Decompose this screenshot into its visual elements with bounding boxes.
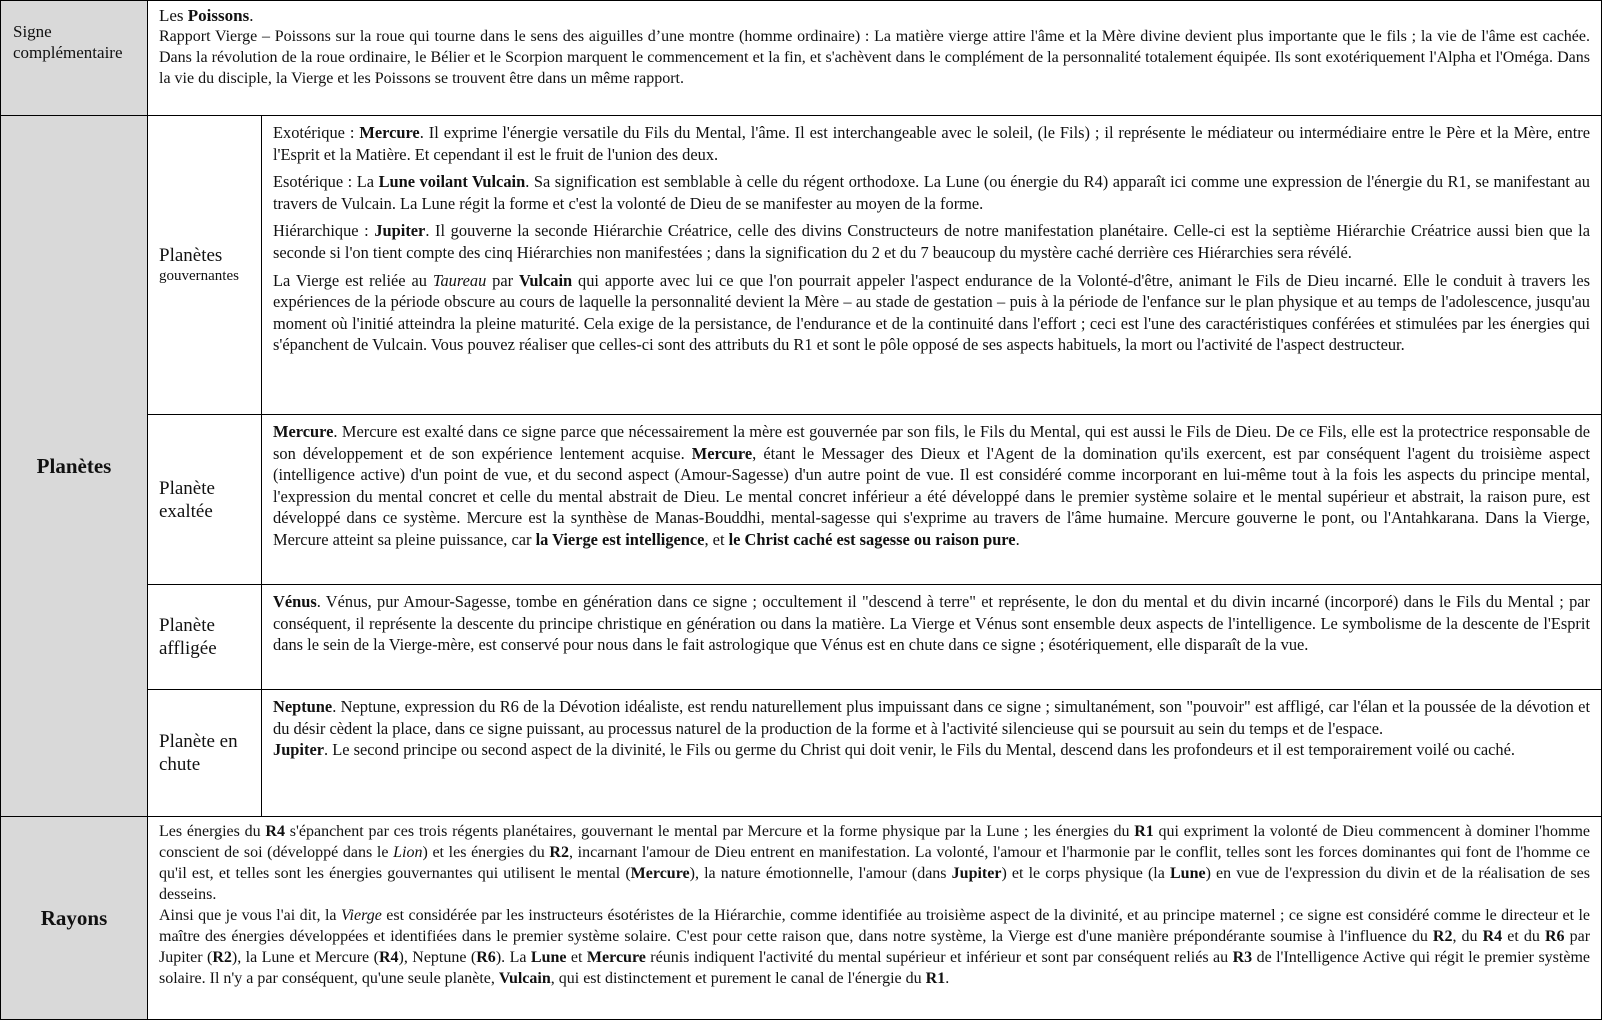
rayons-p2-run: .	[945, 970, 950, 987]
row-planete-exaltee	[1, 415, 1602, 585]
rayons-p1-run: R4	[265, 823, 285, 840]
rayons-p1-run: Jupiter	[951, 865, 1002, 882]
label-planete-exaltee: Planète exaltée	[148, 415, 262, 585]
rayons-p1-run: s'épanchent par ces trois régents planétaires, gouvernant le mental par Mercure et la forme physique par la Lune ; les énergies du	[284, 823, 1135, 840]
label-planetes: Planètes	[1, 116, 148, 817]
rayons-p2-run: Lune	[530, 949, 567, 966]
rayons-p2-run: réunis indiquent l'activité du mental supérieur et inférieur et sont par conséquent reliés au	[645, 949, 1233, 966]
rayons-p2-run: , qui est distinctement et purement le canal de l'énergie du	[550, 970, 926, 987]
rayons-paragraph-1	[159, 821, 1590, 905]
chu-neptune: Neptune. Neptune, expression du R6 de la Dévotion idéaliste, est rendu naturellement plus impuissant dans ce signe ; simultanément, son "pouvoir" est affligé, car l'élan et la poussée de la dévotion et du désir cèdent la place, dans ce signe puissant, au processus naturel de la production de la forme et à l'activité silencieuse qui se poursuit au sein du temps et de l'espace.	[273, 697, 1590, 738]
rayons-p2-run: Mercure	[586, 949, 646, 966]
rayons-p1-run: ) en vue de l'expression du divin et de la réalisation de ses desseins.	[159, 865, 1590, 903]
label-signe-complementaire	[1, 1, 148, 116]
rayons-p2-run: par Jupiter (	[159, 928, 1591, 966]
gov-exoterique: Exotérique : Mercure. Il exprime l'énergie versatile du Fils du Mental, l'âme. Il est interchangeable avec le soleil, (le Fils) ; il représente le médiateur ou intermédiaire entre le Père et la Mère, entre l'Esprit et la Matière. Et cependant il est le fruit de l'union des deux.	[273, 123, 1590, 164]
rayons-p2-run: Ainsi que je vous l'ai dit, la	[159, 907, 341, 924]
rayons-p2-run: R4	[378, 949, 399, 966]
planete-en-chute-content	[262, 690, 1602, 817]
signe-complementaire-content	[148, 1, 1602, 116]
rayons-p2-run: R4	[1482, 928, 1503, 945]
rayons-p2-run: R2	[1432, 928, 1453, 945]
rayons-p2-run: et	[566, 949, 587, 966]
row-planetes-gouvernantes	[1, 116, 1602, 415]
gov-vulcain: La Vierge est reliée au Taureau par Vulcain qui apporte avec lui ce que l'on pourrait appeler l'aspect endurance de la Volonté-d'être, animant le Fils de Dieu incarné. Elle le conduit à travers les expériences de la période obscure au cours de laquelle la personnalité devient la Mère – au stade de gestation – puis à la période de l'enfance sur le plan physique et au temps de l'adolescence, jusqu'au moment où l'initié atteindra la pleine maturité. Cela exige de la persistance, de l'endurance et de la continuité dans l'effort ; ceci est l'une des caractéristiques conférées et stimulées par les énergies qui s'épanchent de Vulcain. Vous pouvez réaliser que celles-ci sont des attributs du R1 et sont le pôle opposé de ses aspects habituels, la mort ou l'activité de l'aspect destructeur.	[273, 270, 1590, 355]
exa-text: Mercure. Mercure est exalté dans ce signe parce que nécessairement la mère est gouvernée par son fils, le Fils du Mental, qui est aussi le Fils de Dieu. De ce Fils, elle est la protectrice responsable de son développement et de son expérience lentement acquise. Mercure, étant le Messager des Dieux et l'Agent de la domination qu'ils exercent, est par conséquent l'agent du troisième aspect (intelligence active) d'un point de vue, et du second aspect (Amour-Sagesse) d'un autre point de vue. Il est considéré comme incorporant en lui-même tout à la fois les aspects du principe mental, l'expression du mental concret et celle du mental abstrait de Dieu. Le mental concret inférieur a été développé dans le premier système solaire et le mental supérieur et abstrait, la raison pure, est développé dans ce système. Mercure est la synthèse de Manas-Bouddhi, mental-sagesse qui s'exprime au travers de l'âme humaine. Mercure gouverne le pont, ou l'Antahkarana. Dans la Vierge, Mercure atteint sa pleine puissance, car la Vierge est intelligence, et le Christ caché est sagesse ou raison pure.	[273, 422, 1590, 549]
label-planetes-gouvernantes: Planètes gouvernantes	[148, 116, 262, 415]
rayons-p2-run: R1	[925, 970, 946, 987]
rayons-p2-run: ), la Lune et Mercure (	[231, 949, 379, 966]
rayons-p2-run: R3	[1232, 949, 1253, 966]
signe-title: Les Poissons.	[159, 6, 254, 25]
row-signe-complementaire	[1, 1, 1602, 116]
planete-affligee-content	[262, 585, 1602, 690]
planete-exaltee-content	[262, 415, 1602, 585]
rayons-p1-run: Lion	[393, 844, 423, 861]
rayons-content	[148, 817, 1602, 1020]
rayons-p2-run: R2	[212, 949, 232, 966]
rayons-p2-run: est considérée par les instructeurs ésotéristes de la Hiérarchie, comme identifiée au troisième aspect de la divinité, et au principe maternel ; ce signe est considéré comme le directeur et le maître des énergies développées et identifiées dans le premier système solaire. C'est pour cette raison que, dans notre système, la Vierge est d'une manière prépondérante soumise à l'influence du	[159, 907, 1591, 945]
rayons-p2-run: R6	[1544, 928, 1565, 945]
rayons-p1-run: ) et les énergies du	[422, 844, 550, 861]
planetes-gouvernantes-content	[262, 116, 1602, 415]
label-planete-affligee: Planète affligée	[148, 585, 262, 690]
row-planete-en-chute	[1, 690, 1602, 817]
rayons-p2-run: ). La	[495, 949, 531, 966]
rayons-p2-run: ), Neptune (	[398, 949, 477, 966]
rayons-p1-run: Les énergies du	[159, 823, 266, 840]
rayons-p2-run: et du	[1502, 928, 1545, 945]
gov-hierarchique: Hiérarchique : Jupiter. Il gouverne la seconde Hiérarchie Créatrice, celle des divins Constructeurs de notre manifestation planétaire. Celle-ci est la septième Hiérarchie Créatrice aussi bien que la seconde si l'on tient compte des cinq Hiérarchies non manifestées ; dans la signification du 2 et du 7 beaucoup du mystère caché derrière ces Hiérarchies sera révélé.	[273, 221, 1590, 262]
gov-esoterique: Esotérique : La Lune voilant Vulcain. Sa signification est semblable à celle du régent orthodoxe. La Lune (ou énergie du R4) apparaît ici comme une expression de l'énergie du R1, se manifestant au travers de Vulcain. La Lune régit la forme et c'est la volonté de Dieu de se manifester au moyen de la forme.	[273, 172, 1590, 213]
rayons-p2-run: R6	[476, 949, 496, 966]
rayons-p1-run: Mercure	[630, 865, 690, 882]
rayons-p1-run: ) et le corps physique (la	[1001, 865, 1170, 882]
rayons-p1-run: R2	[549, 844, 569, 861]
rayons-p1-run: Lune	[1170, 865, 1206, 882]
rayons-p2-run: Vierge	[340, 907, 382, 924]
row-planete-affligee	[1, 585, 1602, 690]
signe-body: Rapport Vierge – Poissons sur la roue qui tourne dans le sens des aiguilles d’une montre (homme ordinaire) : La matière vierge attire l'âme et la Mère divine devient plus importante que le fils ; la vie de l'âme est cachée. Dans la révolution de la roue ordinaire, le Bélier et le Scorpion marquent le commencement et la fin, et s'achèvent dans le complément de la personnalité totalement équipée. Ils sont exotériquement l'Alpha et l'Oméga. Dans la vie du disciple, la Vierge et les Poissons se trouvent être dans un même rapport.	[159, 28, 1590, 87]
aff-text: Vénus. Vénus, pur Amour-Sagesse, tombe en génération dans ce signe ; occultement il "descend à terre" et représente, le don du mental et du divin incarné (incorporé) dans le Fils du Mental ; par conséquent, il représente la descente du principe christique en génération ou dans la matière. La Vierge et Vénus sont ensemble deux aspects de l'intelligence. Le symbolisme de la descente de l'Esprit dans le sein de la Vierge-mère, est conservé pour nous dans le fait astrologique que Vénus est en chute dans ce signe ; ésotériquement, elle disparaît de la vue.	[273, 592, 1590, 655]
rayons-p2-run: de l'Intelligence Active qui régit le premier système solaire. Il n'y a par conséquent, qu'une seule planète,	[159, 949, 1591, 987]
label-rayons: Rayons	[1, 817, 148, 1020]
label-line-1: Signe	[13, 22, 52, 41]
rayons-p1-run: qui expriment la volonté de Dieu commencent à dominer l'homme conscient de soi (développé dans le	[159, 823, 1590, 861]
row-rayons	[1, 817, 1602, 1020]
rayons-paragraph-2	[159, 905, 1590, 989]
rayons-p2-run: , du	[1452, 928, 1483, 945]
rayons-p1-run: , incarnant l'amour de Dieu entrent en manifestation. La volonté, l'amour et l'harmonie par le conflit, telles sont les forces dominantes qui font de l'homme ce qu'il est, et telles sont les énergies gouvernantes qui utilisent le mental (	[159, 844, 1590, 882]
label-line-2: complémentaire	[13, 43, 123, 62]
label-planete-en-chute: Planète en chute	[148, 690, 262, 817]
rayons-p1-run: ), la nature émotionnelle, l'amour (dans	[689, 865, 952, 882]
rayons-p2-run: Vulcain	[498, 970, 551, 987]
chu-jupiter: Jupiter. Le second principe ou second aspect de la divinité, le Fils ou germe du Christ qui doit venir, le Fils du Mental, descend dans les profondeurs et il est temporairement voilé ou caché.	[273, 740, 1516, 760]
rayons-p1-run: R1	[1134, 823, 1154, 840]
